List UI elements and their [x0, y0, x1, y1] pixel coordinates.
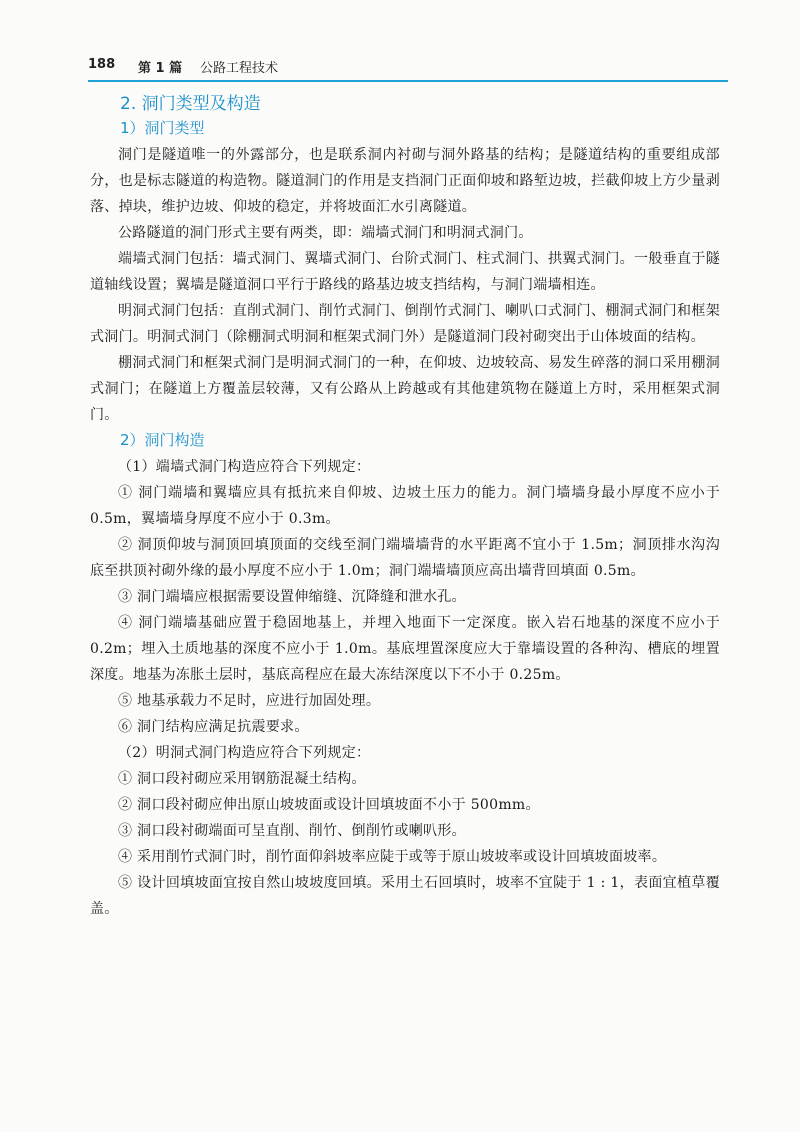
subsection-heading-construction: 2）洞门构造	[120, 431, 205, 449]
page-header	[88, 54, 728, 82]
paragraph: ③ 洞口段衬砌端面可呈直削、削竹、倒削竹或喇叭形。	[118, 823, 466, 839]
paragraph: ⑤ 设计回填坡面宜按自然山坡坡度回填。采用土石回填时，坡率不宜陡于 1 : 1，表面宜植草覆盖。	[90, 875, 720, 917]
paragraph: ③ 洞门端墙应根据需要设置伸缩缝、沉降缝和泄水孔。	[118, 589, 466, 605]
paragraph: ④ 洞门端墙基础应置于稳固地基上，并埋入地面下一定深度。嵌入岩石地基的深度不应小于 0.2m；埋入土质地基的深度不应小于 1.0m。基底埋置深度应大于靠墙设置的各种沟、槽底的埋置深度。地基为冻胀土层时，基底高程应在最大冻结深度以下不小于 0.25m。	[90, 615, 720, 683]
paragraph: （2）明洞式洞门构造应符合下列规定：	[118, 745, 371, 761]
page-number: 188	[88, 57, 116, 72]
running-title: 公路工程技术	[200, 61, 279, 76]
paragraph: ② 洞口段衬砌应伸出原山坡坡面或设计回填坡面不小于 500mm。	[118, 797, 540, 813]
paragraph: 端墙式洞门包括：墙式洞门、翼墙式洞门、台阶式洞门、柱式洞门、拱翼式洞门。一般垂直于隧道轴线设置；翼墙是隧道洞口平行于路线的路基边坡支挡结构，与洞门端墙相连。	[90, 251, 720, 293]
paragraph: ⑤ 地基承载力不足时，应进行加固处理。	[118, 693, 381, 709]
paragraph: ⑥ 洞门结构应满足抗震要求。	[118, 719, 309, 735]
paragraph: ① 洞口段衬砌应采用钢筋混凝土结构。	[118, 771, 366, 787]
page-body	[90, 92, 720, 922]
part-label: 第 1 篇	[138, 61, 183, 76]
paragraph: ④ 采用削竹式洞门时，削竹面仰斜坡率应陡于或等于原山坡坡率或设计回填坡面坡率。	[118, 849, 667, 865]
paragraph: 明洞式洞门包括：直削式洞门、削竹式洞门、倒削竹式洞门、喇叭口式洞门、棚洞式洞门和框架式洞门。明洞式洞门（除棚洞式明洞和框架式洞门外）是隧道洞门段衬砌突出于山体坡面的结构。	[90, 303, 720, 345]
paragraph: ② 洞顶仰坡与洞顶回填顶面的交线至洞门端墙墙背的水平距离不宜小于 1.5m；洞顶排水沟沟底至拱顶衬砌外缘的最小厚度不应小于 1.0m；洞门端墙墙顶应高出墙背回填面 0.5m。	[90, 537, 720, 579]
paragraph: 棚洞式洞门和框架式洞门是明洞式洞门的一种，在仰坡、边坡较高、易发生碎落的洞口采用棚洞式洞门；在隧道上方覆盖层较薄，又有公路从上跨越或有其他建筑物在隧道上方时，采用框架式洞门。	[90, 355, 720, 423]
paragraph: 洞门是隧道唯一的外露部分，也是联系洞内衬砌与洞外路基的结构；是隧道结构的重要组成部分，也是标志隧道的构造物。隧道洞门的作用是支挡洞门正面仰坡和路堑边坡，拦截仰坡上方少量剥落、掉块，维护边坡、仰坡的稳定，并将坡面汇水引离隧道。	[90, 147, 720, 215]
subsection-heading-types: 1）洞门类型	[120, 119, 205, 137]
paragraph: （1）端墙式洞门构造应符合下列规定：	[118, 459, 371, 475]
paragraph: ① 洞门端墙和翼墙应具有抵抗来自仰坡、边坡土压力的能力。洞门墙墙身最小厚度不应小于 0.5m，翼墙墙身厚度不应小于 0.3m。	[90, 485, 720, 527]
section-heading: 2. 洞门类型及构造	[120, 94, 261, 114]
paragraph: 公路隧道的洞门形式主要有两类，即：端墙式洞门和明洞式洞门。	[118, 225, 533, 241]
